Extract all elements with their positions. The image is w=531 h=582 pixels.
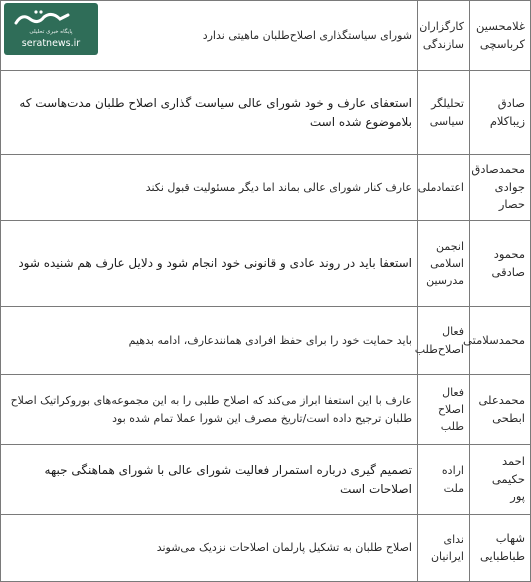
affiliation-cell: فعال اصلاح طلب [418, 375, 470, 445]
table-row [1, 155, 531, 221]
table-row [1, 71, 531, 155]
affiliation-cell: تحلیلگر سیاسی [418, 71, 470, 155]
person-name-cell: احمد حکیمی پور [470, 445, 531, 515]
table-row [1, 445, 531, 515]
person-name-cell: محمدسلامتی [470, 307, 531, 375]
table-row [1, 375, 531, 445]
quote-cell: اصلاح طلبان به تشکیل پارلمان اصلاحات نزدیک می‌شوند [1, 515, 418, 582]
person-name-cell: غلامحسین کرباسچی [470, 1, 531, 71]
quote-cell: استعفا باید در روند عادی و قانونی خود انجام شود و دلایل عارف هم شنیده شود [1, 221, 418, 307]
affiliation-cell: ندای ایرانیان [418, 515, 470, 582]
affiliation-cell: اراده ملت [418, 445, 470, 515]
table-row [1, 221, 531, 307]
table-row [1, 515, 531, 582]
quote-cell: تصمیم گیری درباره استمرار فعالیت شورای عالی با شورای هماهنگی جبهه اصلاحات است [1, 445, 418, 515]
quote-cell: استعفای عارف و خود شورای عالی سیاست گذاری اصلاح طلبان مدت‌هاست که بلاموضوع شده است [1, 71, 418, 155]
logo-tagline: پایگاه خبری تحلیلی [29, 29, 73, 35]
person-name-cell: صادق زیباکلام [470, 71, 531, 155]
quote-cell: عارف با این استعفا ابراز می‌کند که اصلاح طلبی را به این مجموعه‌های بوروکراتیک اصلاح طلبان ترجیح داده است/تاریخ مصرف این شورا عملا تمام شده بود [1, 375, 418, 445]
quote-cell: باید حمایت خود را برای حفظ افرادی همانندعارف، ادامه بدهیم [1, 307, 418, 375]
person-name-cell: محمدعلی ابطحی [470, 375, 531, 445]
quote-cell: شورای سیاستگذاری اصلاح‌طلبان ماهیتی ندارد [1, 1, 418, 71]
table-row [1, 307, 531, 375]
affiliation-cell: انجمن اسلامی مدرسین [418, 221, 470, 307]
table-body [1, 1, 531, 582]
logo-mark-icon [12, 7, 72, 29]
person-name-cell: شهاب طباطبایی [470, 515, 531, 582]
affiliation-cell: کارگزاران سازندگی [418, 1, 470, 71]
affiliation-cell: فعال اصلاح‌طلب [418, 307, 470, 375]
affiliation-cell: اعتمادملی [418, 155, 470, 221]
person-name-cell: محمدصادق جوادی حصار [470, 155, 531, 221]
person-name-cell: محمود صادقی [470, 221, 531, 307]
logo-site-url: seratnews.ir [21, 38, 81, 49]
quote-cell: عارف کنار شورای عالی بماند اما دیگر مسئولیت قبول نکند [1, 155, 418, 221]
site-logo [4, 3, 98, 55]
